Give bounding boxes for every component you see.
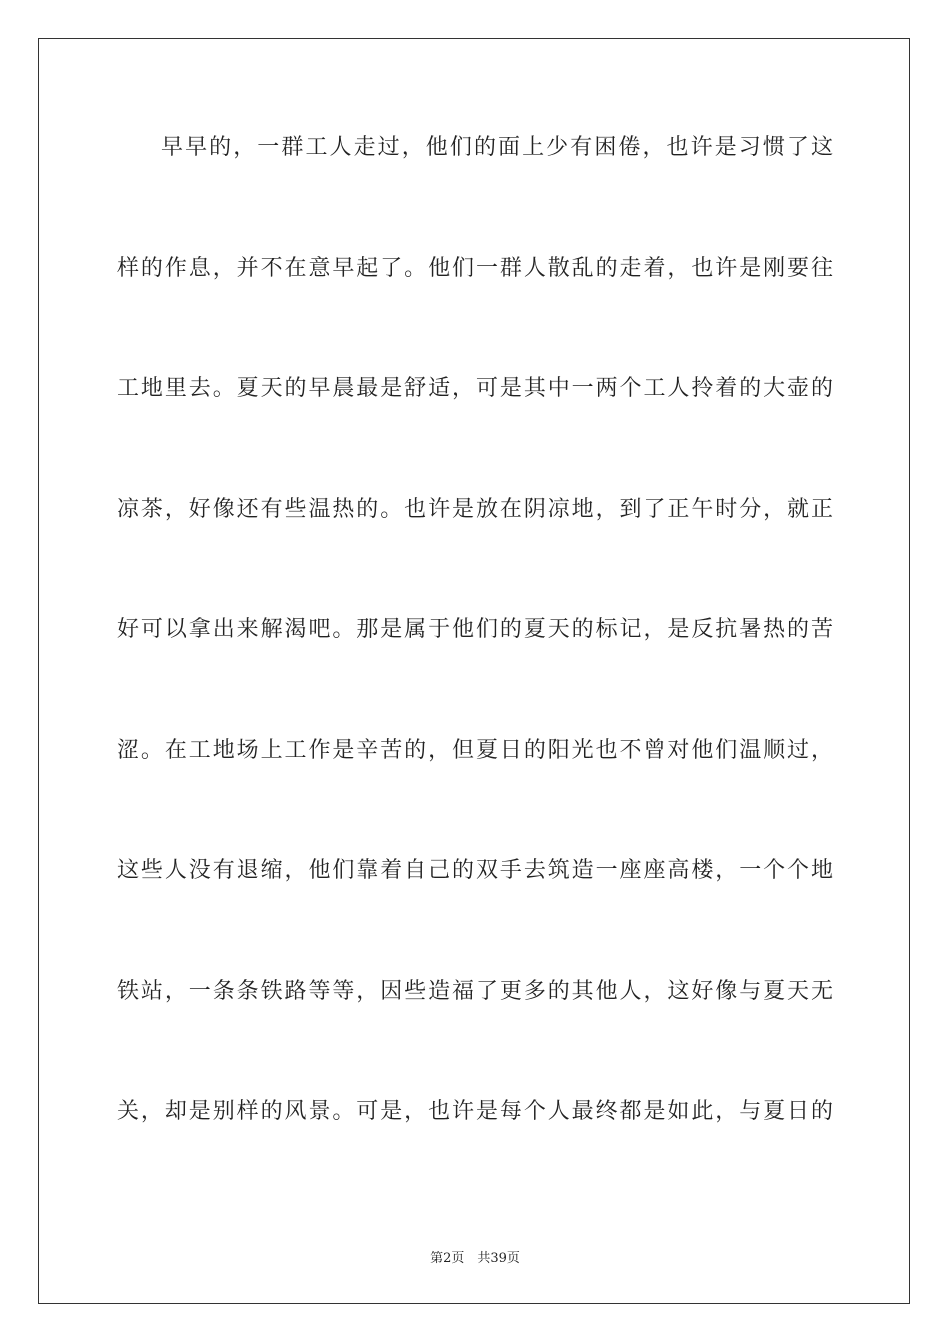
text-line: 这些人没有退缩，他们靠着自己的双手去筑造一座座高楼，一个个地 — [117, 858, 833, 883]
text-line: 样的作息，并不在意早起了。他们一群人散乱的走着，也许是刚要往 — [117, 255, 833, 281]
page-number: 第2页 共39页 — [430, 1251, 520, 1266]
body-text — [117, 128, 833, 1132]
text-line: 铁站，一条条铁路等等，因些造福了更多的其他人，这好像与夏天无 — [117, 978, 833, 1004]
page-footer — [0, 1247, 950, 1266]
text-line: 早早的，一群工人走过，他们的面上少有困倦，也许是习惯了这 — [161, 135, 833, 160]
text-line: 工地里去。夏天的早晨最是舒适，可是其中一两个工人拎着的大壶的 — [117, 376, 833, 401]
text-line: 好可以拿出来解渴吧。那是属于他们的夏天的标记，是反抗暑热的苦 — [117, 617, 833, 642]
text-line: 关，却是别样的风景。可是，也许是每个人最终都是如此，与夏日的 — [117, 1099, 833, 1124]
text-line: 凉茶，好像还有些温热的。也许是放在阴凉地，到了正午时分，就正 — [117, 496, 833, 522]
text-line: 涩。在工地场上工作是辛苦的，但夏日的阳光也不曾对他们温顺过， — [117, 737, 833, 763]
